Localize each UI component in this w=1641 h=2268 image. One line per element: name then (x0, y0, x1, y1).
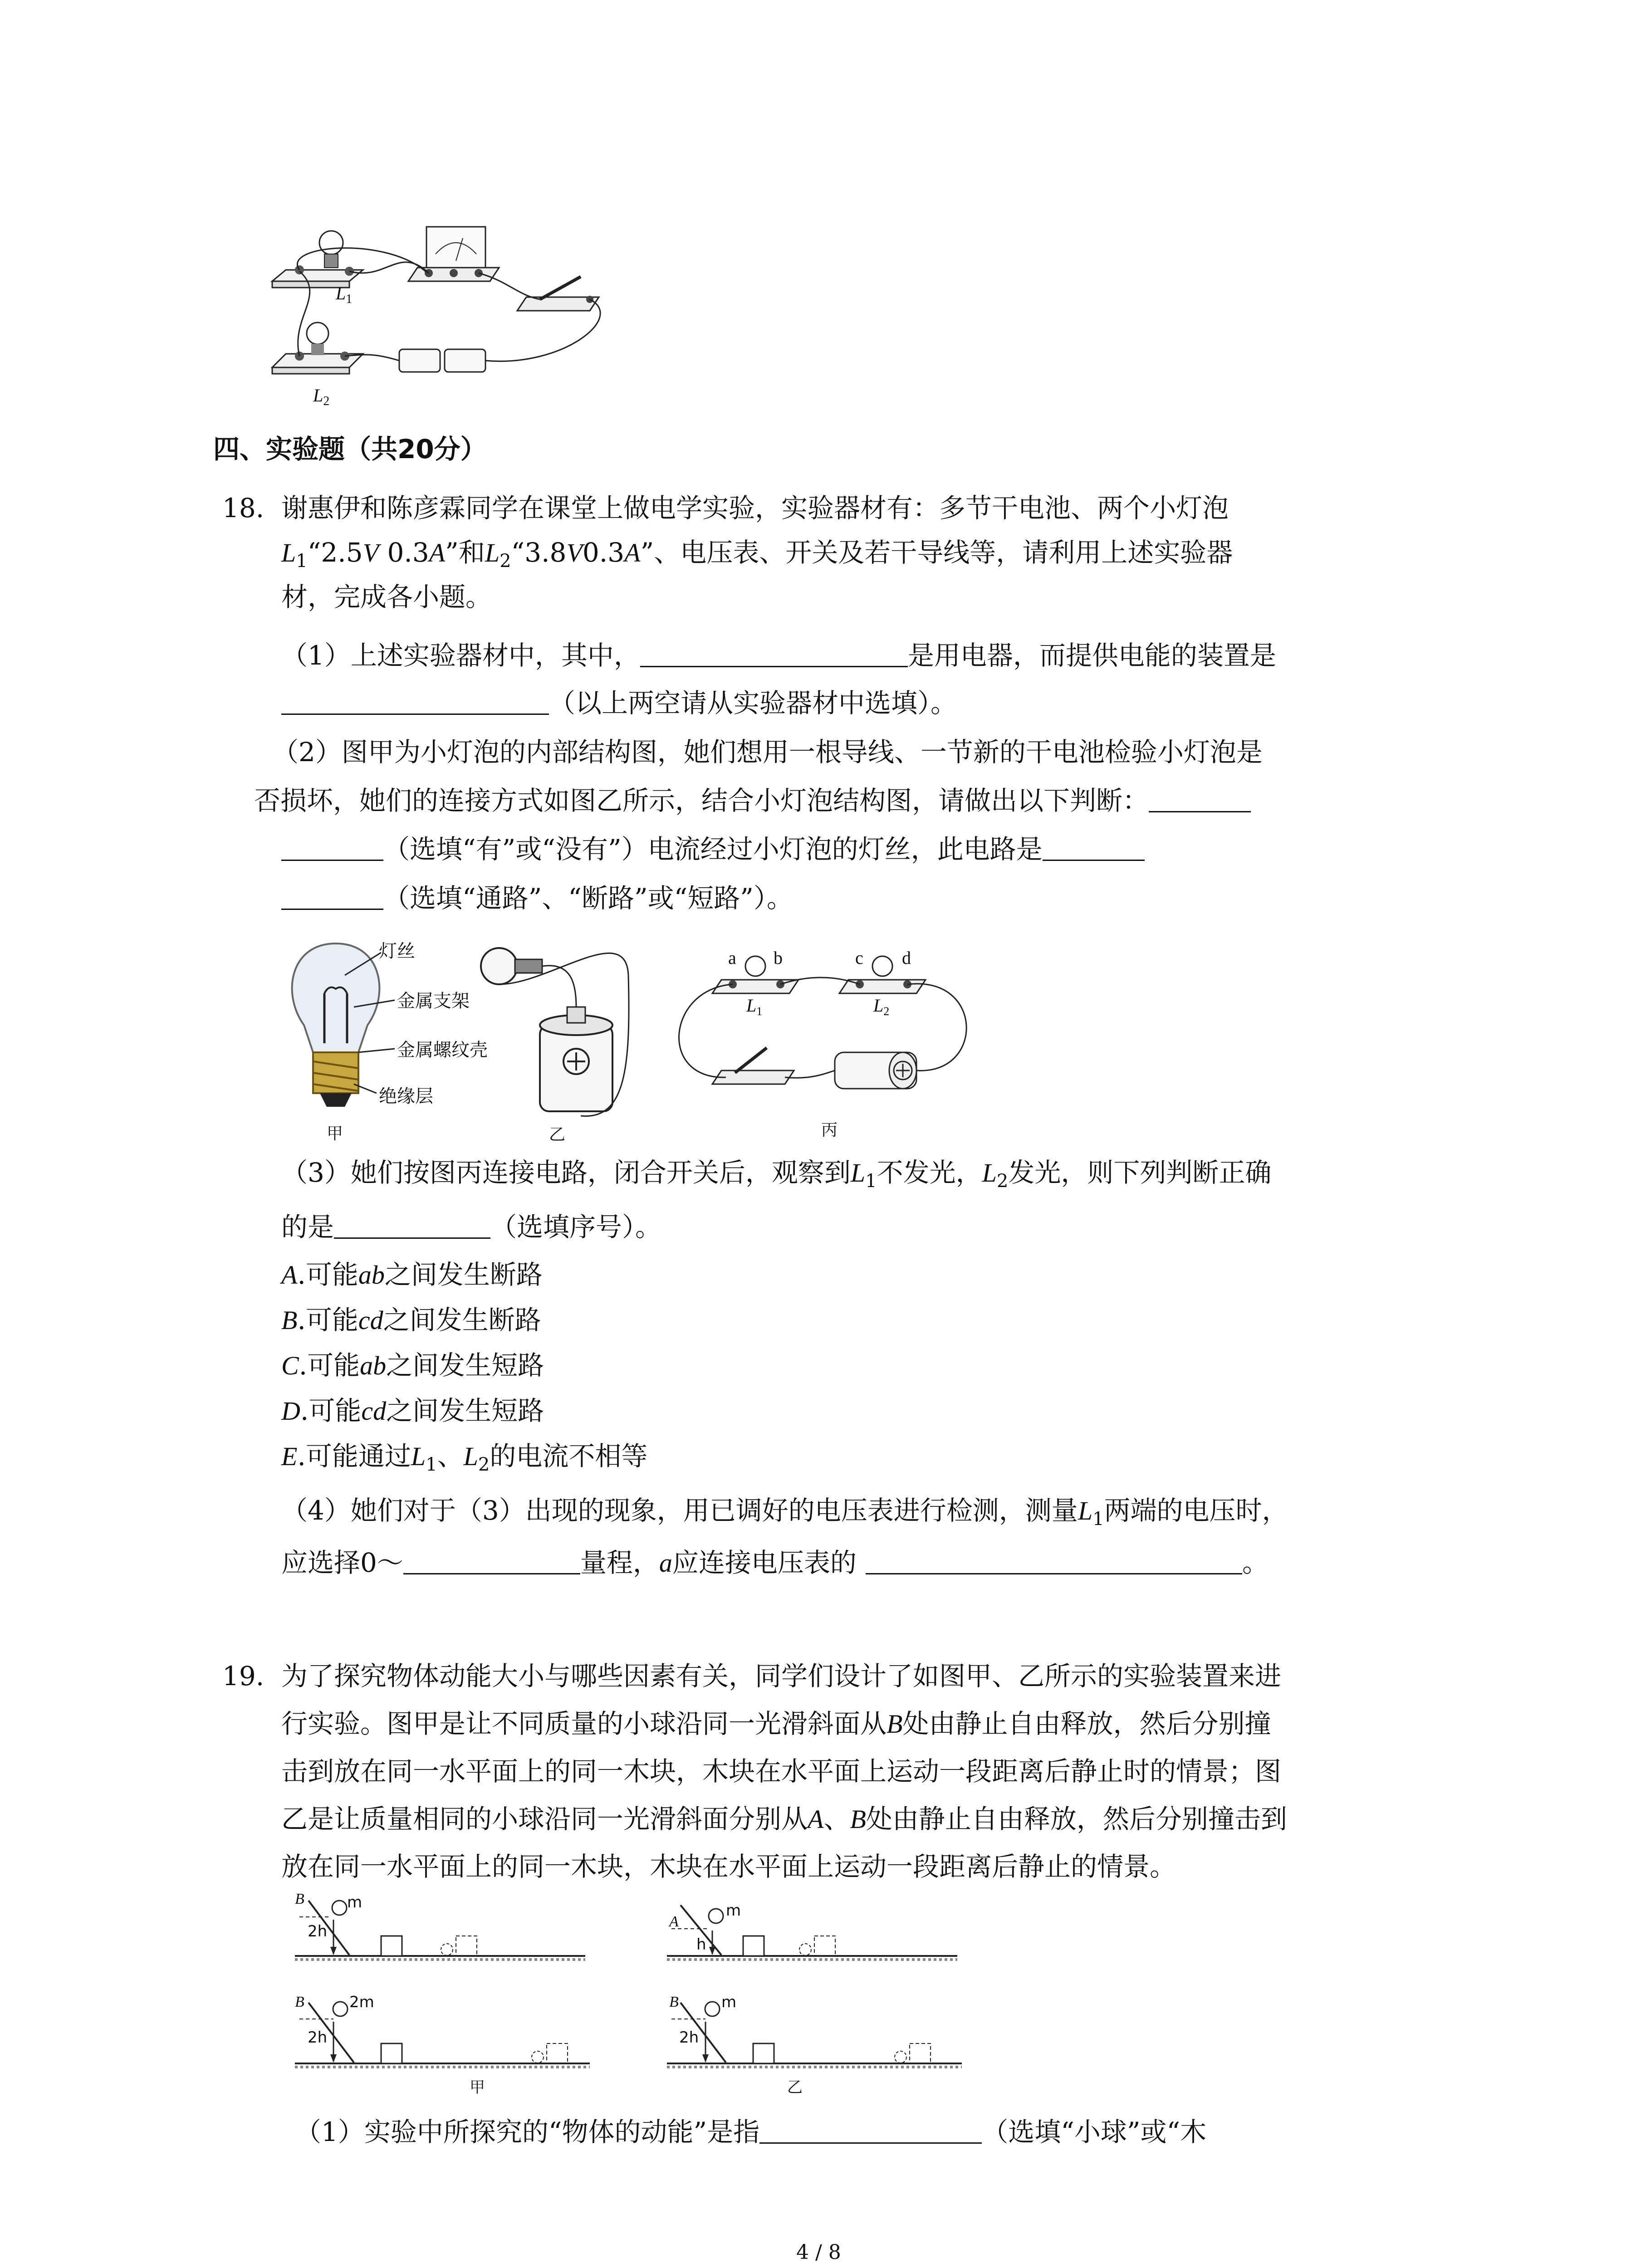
fig-jia-label-shell: 金属螺纹壳 (397, 1040, 488, 1061)
q18-blank-5[interactable] (334, 1210, 490, 1239)
fig-yi-caption: 乙 (549, 1125, 566, 1144)
q18-part3-line1: （3）她们按图丙连接电路，闭合开关后，观察到$L_1$不发光，$L_2$发光，则下列判断正确 (281, 1157, 1272, 1192)
q19-number: 19. (222, 1661, 265, 1691)
q19-yi-bottom-mass: m (721, 1993, 737, 2011)
q18-blank-4b[interactable] (281, 881, 383, 910)
q18-part4-line2: 应选择0～ 量程，a应连接电压表的 。 (281, 1545, 1269, 1581)
q19-blank-1[interactable] (759, 2115, 982, 2144)
fig-jia-label-insulation: 绝缘层 (379, 1086, 433, 1107)
q18-part1-line2: （以上两空请从实验器材中选填）。 (281, 685, 957, 721)
q19-yi-bottom-height: 2h (679, 2028, 699, 2047)
q19-line1: 为了探究物体动能大小与哪些因素有关，同学们设计了如图甲、乙所示的实验装置来进 (281, 1661, 1282, 1691)
q19-line5: 放在同一水平面上的同一木块，木块在水平面上运动一段距离后静止的情景。 (281, 1851, 1176, 1882)
figure-bing (658, 948, 985, 1120)
q18-option-c: C.可能ab之间发生短路 (281, 1350, 544, 1381)
q19-jia-bottom-mass: 2m (349, 1993, 374, 2011)
q19-jia-bottom-point: B (295, 1994, 304, 2010)
q18-part2-line2: 否损坏，她们的连接方式如图乙所示，结合小灯泡结构图，请做出以下判断： (254, 782, 1251, 819)
q18-option-e: E.可能通过$L_1$、$L_2$的电流不相等 (281, 1441, 648, 1475)
q19-part1-line1: （1）实验中所探究的“物体的动能”是指 （选填“小球”或“木 (295, 2114, 1206, 2150)
q18-part2-line3: （选填“有”或“没有”）电流经过小灯泡的灯丝，此电路是 (281, 831, 1145, 867)
q18-number: 18. (222, 493, 265, 523)
q18-blank-2[interactable] (281, 686, 549, 715)
fig-bing-letter-d: d (902, 948, 911, 968)
fig-bing-letter-c: c (855, 948, 863, 968)
q18-part2-line1: （2）图甲为小灯泡的内部结构图，她们想用一根导线、一节新的干电池检验小灯泡是 (272, 737, 1263, 767)
fig-jia-label-bracket: 金属支架 (397, 991, 470, 1012)
q19-jia-top-point: B (295, 1891, 304, 1907)
q18-option-a: A.可能ab之间发生断路 (281, 1259, 543, 1290)
q18-blank-3a[interactable] (1149, 784, 1251, 812)
fig-top-label-L2: $L_2$ (313, 385, 330, 408)
q19-fig-yi-top (667, 1896, 957, 1964)
q18-blank-3b[interactable] (281, 832, 383, 861)
q19-caption-jia: 甲 (470, 2078, 485, 2097)
q18-blank-1[interactable] (640, 639, 908, 667)
q19-fig-jia-bottom (295, 1994, 590, 2071)
q18-intro-line3: 材，完成各小题。 (281, 582, 492, 612)
q19-yi-bottom-point: B (669, 1994, 679, 2010)
q19-jia-top-height: 2h (308, 1922, 328, 1941)
q19-line3: 击到放在同一水平面上的同一木块，木块在水平面上运动一段距离后静止时的情景；图 (281, 1756, 1282, 1787)
q18-part2-line4: （选填“通路”、“断路”或“短路”）。 (281, 880, 793, 916)
fig-top-label-L1: $L_1$ (336, 283, 353, 306)
fig-bing-label-L1: $L_1$ (746, 995, 763, 1018)
q19-jia-bottom-height: 2h (308, 2028, 328, 2047)
q19-line2: 行实验。图甲是让不同质量的小球沿同一光滑斜面从B处由静止自由释放，然后分别撞 (281, 1708, 1271, 1739)
figure-yi (458, 930, 635, 1129)
q18-blank-6[interactable] (403, 1546, 580, 1574)
fig-jia-label-filament: 灯丝 (379, 941, 415, 962)
q18-intro-line2: $L_1“2.5V$ 0.3A”和$L_2“3.8V0.3A$”、电压表、开关及若干导线等，请利用上述实验器 (281, 537, 1233, 572)
q18-part4-line1: （4）她们对于（3）出现的现象，用已调好的电压表进行检测，测量$L_1$两端的电压时， (281, 1495, 1288, 1530)
q18-blank-7[interactable] (866, 1546, 1242, 1574)
q19-caption-yi: 乙 (787, 2078, 803, 2097)
page-number: 4 / 8 (796, 2241, 841, 2264)
q19-yi-top-height: h (696, 1936, 706, 1954)
q18-part3-line2: 的是 （选填序号）。 (281, 1209, 661, 1245)
q18-option-d: D.可能cd之间发生短路 (281, 1395, 544, 1426)
q19-line4: 乙是让质量相同的小球沿同一光滑斜面分别从A、B处由静止自由释放，然后分别撞击到 (281, 1804, 1287, 1834)
fig-bing-letter-b: b (774, 948, 783, 968)
q18-option-b: B.可能cd之间发生断路 (281, 1305, 541, 1335)
q19-yi-top-mass: m (726, 1901, 741, 1920)
q19-yi-top-point: A (669, 1913, 679, 1930)
q18-part1-line1: （1）上述实验器材中，其中， 是用电器，而提供电能的装置是 (281, 637, 1276, 674)
q19-fig-jia-top (295, 1896, 590, 1964)
fig-bing-caption: 丙 (821, 1121, 838, 1139)
fig-jia-caption: 甲 (327, 1124, 343, 1143)
q18-intro-line1: 谢惠伊和陈彦霖同学在课堂上做电学实验，实验器材有：多节干电池、两个小灯泡 (281, 493, 1229, 523)
section-title: 四、实验题（共20分） (213, 434, 487, 464)
q19-fig-yi-bottom (667, 1994, 962, 2071)
fig-bing-label-L2: $L_2$ (873, 995, 890, 1018)
q18-blank-4a[interactable] (1043, 832, 1145, 861)
q19-jia-top-mass: m (347, 1893, 362, 1911)
fig-bing-letter-a: a (728, 948, 736, 968)
